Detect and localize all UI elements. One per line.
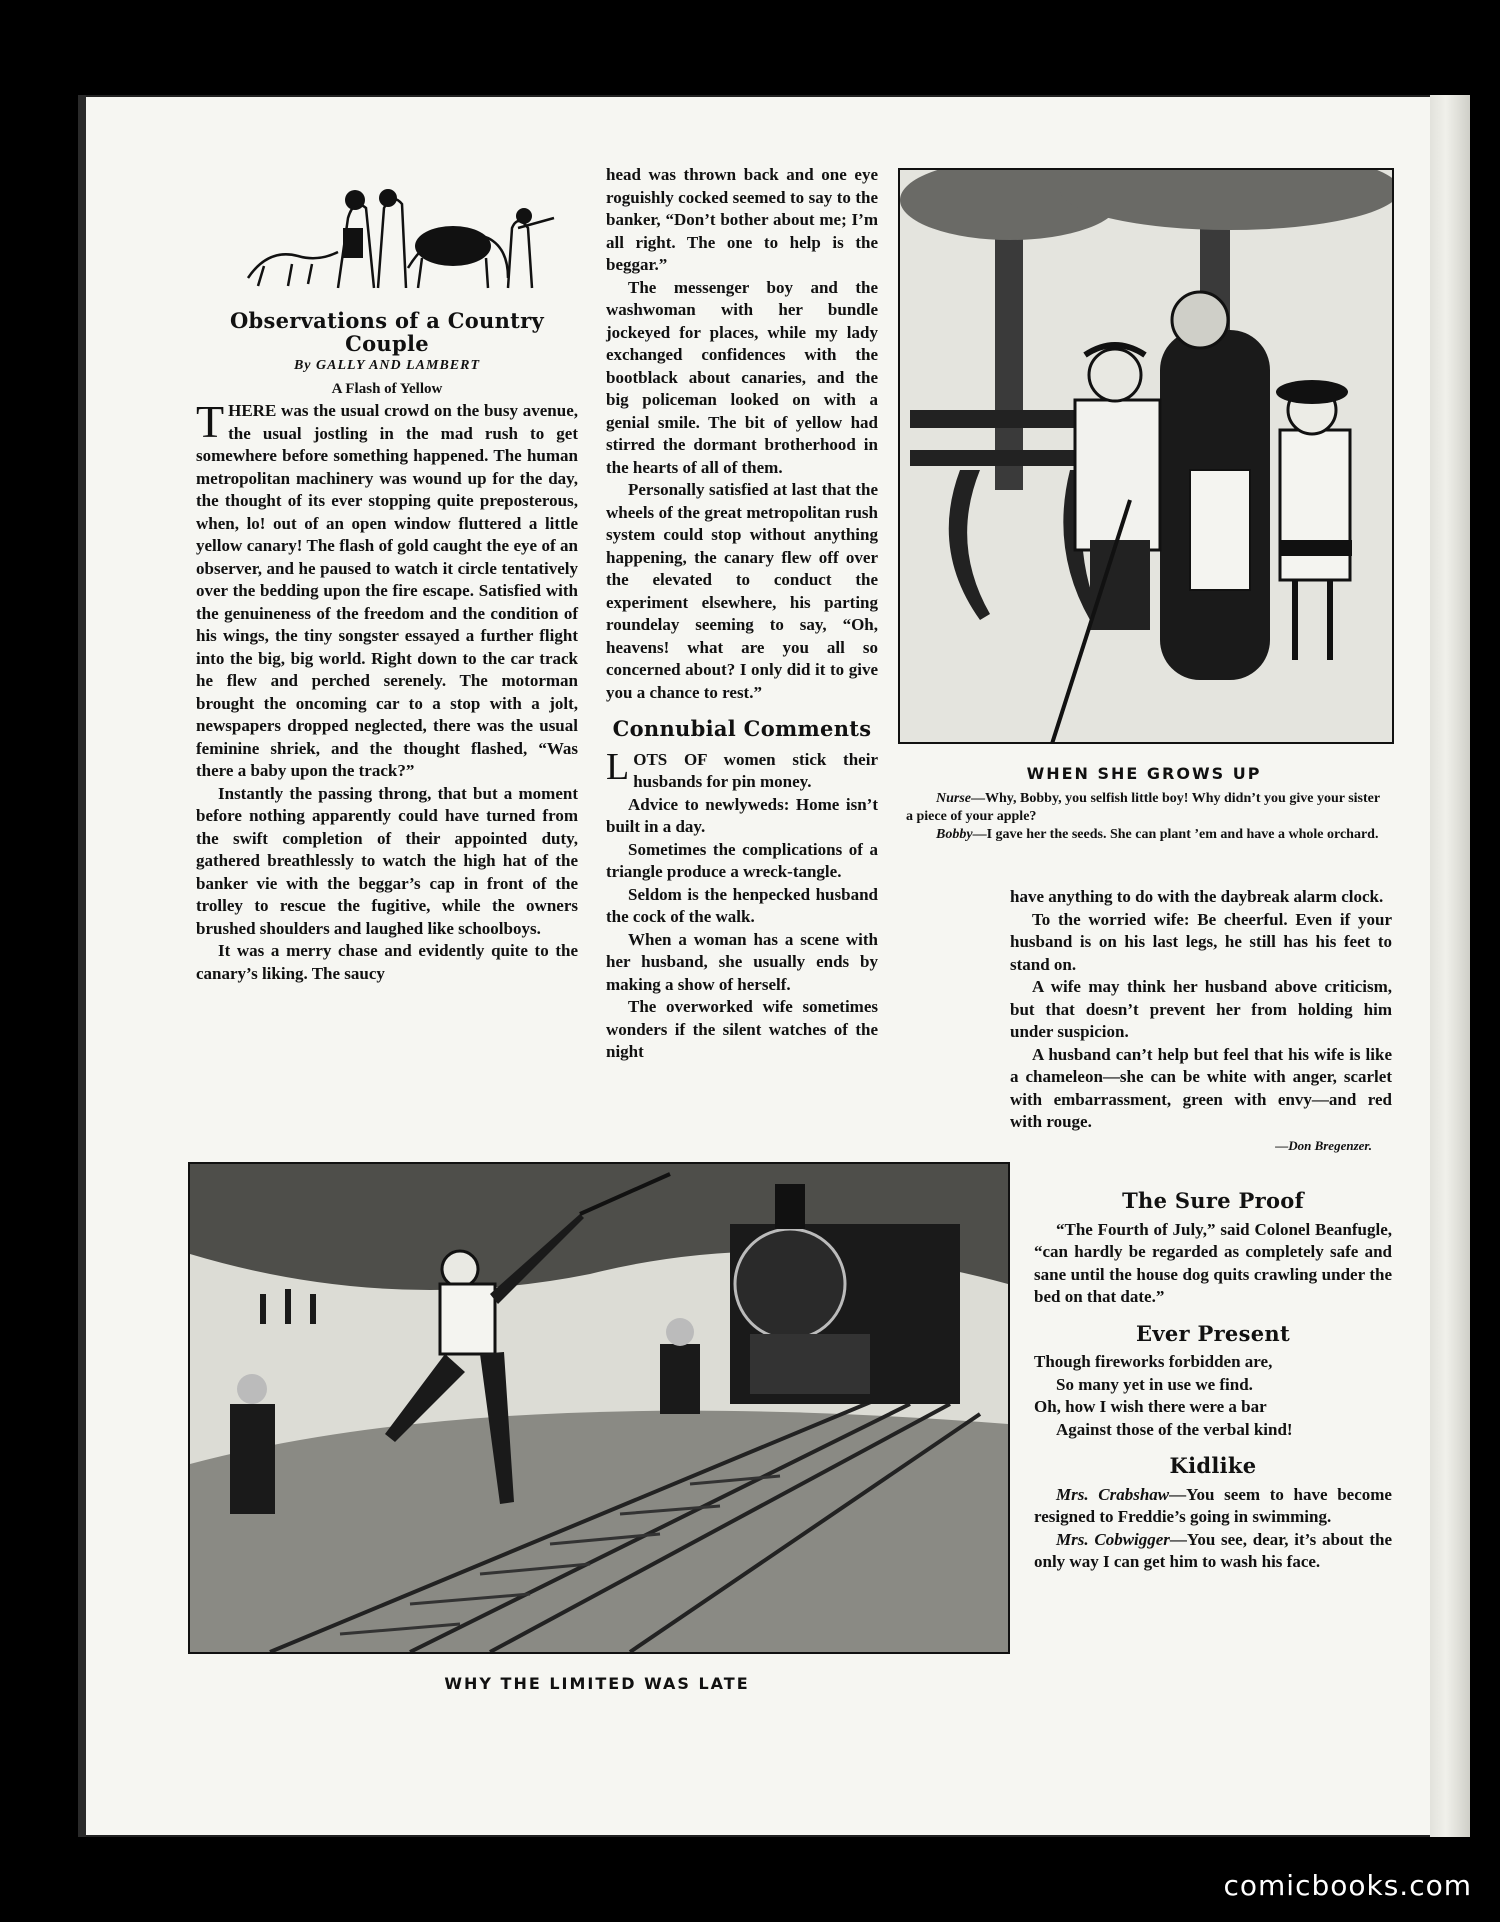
- drop-cap: T: [196, 396, 225, 447]
- illustration-when-she-grows-up: [898, 168, 1394, 744]
- paragraph: head was thrown back and one eye roguishly cocked seemed to say to the banker, “Don’t bother about me; I’m all right. The one to help is the beggar.”: [606, 165, 878, 274]
- comment-item: Advice to newlyweds: Home isn’t built in a day.: [606, 794, 878, 836]
- paragraph: Personally satisfied at last that the wheels of the great metropolitan rush system could stop without anything happening, the canary flew off over the elevated to conduct the experiment elsewhere, his parting roundelay seeming to say, “Oh, heavens! what are you all so concerned about? I only did it to give you a chance to rest.”: [606, 480, 878, 702]
- byline: By GALLY AND LAMBERT: [293, 358, 481, 373]
- signature: —Don Bregenzer.: [1275, 1137, 1372, 1153]
- poem: [1034, 1351, 1392, 1441]
- poem-line: So many yet in use we find.: [1056, 1374, 1253, 1394]
- section-title: Connubial Comments: [612, 716, 872, 741]
- comment-item: Sometimes the complications of a triangle produce a wreck-tangle.: [606, 839, 878, 881]
- golfer-train-drawing: [190, 1164, 1008, 1652]
- comment-item: A husband can’t help but feel that his wife is like a chameleon—she can be white with anger, scarlet with embarrassment, green with envy—and red with rouge.: [1010, 1044, 1392, 1131]
- poem-line: Oh, how I wish there were a bar: [1034, 1397, 1267, 1416]
- watermark: comicbooks.com: [1223, 1869, 1472, 1902]
- poem-line: Though fireworks forbidden are,: [1034, 1352, 1273, 1371]
- paragraph: THERE was the usual crowd on the busy avenue, the usual jostling in the mad rush to get somewhere before something happened. The human metropolitan machinery was wound up for the day, the thought of its ever stopping quite preposterous, when, lo! out of an open window fluttered a little yellow canary! The flash of gold caught the eye of an observer, and he paused to watch it circle tentatively over the bedding upon the fire escape. Satisfied with the genuineness of the freedom and the condition of his wings, the tiny songster essayed a further flight into the big, big world. Right down to the car track he flew and perched serenely. The motorman brought the oncoming car to a stop with a jolt, newspapers dropped neglected, there was the usual feminine shriek, and the thought flashed, “Was there a baby upon the track?”: [196, 396, 578, 780]
- paragraph: LOTS OF women stick their husbands for pin money.: [606, 745, 878, 791]
- comment-item: The overworked wife sometimes wonders if the silent watches of the night: [606, 997, 878, 1061]
- column-3-lower: [1034, 1190, 1392, 1574]
- comment-item: have anything to do with the daybreak alarm clock.: [1010, 887, 1384, 906]
- column-1: [196, 310, 578, 985]
- speaker-name: Bobby: [936, 827, 973, 842]
- comment-item: A wife may think her husband above criticism, but that doesn’t prevent her from holding him under suspicion.: [1010, 977, 1392, 1041]
- comment-item: Seldom is the henpecked husband the cock of the walk.: [606, 884, 878, 926]
- column-3-continued: [1010, 886, 1392, 1157]
- comment-item: When a woman has a scene with her husband, she usually ends by making a show of herself.: [606, 929, 878, 994]
- section-title: Kidlike: [1169, 1453, 1257, 1478]
- poem-line: Against those of the verbal kind!: [1056, 1419, 1293, 1439]
- paragraph: Mrs. Cobwigger—You see, dear, it’s about the only way I can get him to wash his face.: [1034, 1529, 1392, 1571]
- speaker-name: Nurse: [936, 791, 972, 806]
- section-title: Ever Present: [1136, 1320, 1290, 1346]
- page-edge: [78, 95, 86, 1837]
- paragraph: “The Fourth of July,” said Colonel Beanfugle, “can hardly be regarded as completely safe and sane until the house dog quits crawling under the bed on that date.”: [1034, 1219, 1392, 1306]
- paragraph: Mrs. Crabshaw—You seem to have become resigned to Freddie’s going in swimming.: [1034, 1484, 1392, 1526]
- article-title: Observations of a Country Couple: [229, 308, 545, 356]
- figure-caption: WHY THE LIMITED WAS LATE: [444, 1674, 750, 1693]
- paragraph: It was a merry chase and evidently quite to the canary’s liking. The saucy: [196, 941, 578, 983]
- header-illustration: [238, 168, 558, 298]
- illustration-why-the-limited-was-late: [188, 1162, 1010, 1654]
- page-spine: [1430, 95, 1470, 1837]
- speaker-name: Mrs. Cobwigger: [1056, 1529, 1170, 1549]
- article-subtitle: A Flash of Yellow: [331, 380, 443, 397]
- paragraph: Instantly the passing throng, that but a moment before nothing apparently could have turned from the swift completion of their appointed duty, gathered breathlessly to watch the high hat of the banker vie with the beggar’s cap in front of the trolley to rescue the fugitive, while the owners brushed shoulders and laughed like schoolboys.: [196, 783, 578, 938]
- paragraph: The messenger boy and the washwoman with her bundle jockeyed for places, while my lady exchanged confidences with the bootblack about canaries, and the big policeman looked on with a genial smile. The bit of yellow had stirred the dormant brotherhood in the hearts of all of them.: [606, 277, 878, 477]
- figure-caption: WHEN SHE GROWS UP: [1026, 764, 1262, 783]
- figure-dialog: Nurse—Why, Bobby, you selfish little boy! Why didn’t you give your sister a piece of your apple? Bobby—I gave her the seeds. She can plant ’em and have a whole orchard.: [906, 791, 1380, 842]
- section-title: The Sure Proof: [1122, 1188, 1304, 1213]
- park-bench-drawing: [900, 170, 1392, 742]
- speaker-name: Mrs. Crabshaw: [1056, 1484, 1170, 1504]
- comment-item: To the worried wife: Be cheerful. Even if your husband is on his last legs, he still has his feet to stand on.: [1010, 909, 1392, 974]
- column-2: [606, 164, 878, 1064]
- drop-cap: L: [606, 745, 630, 788]
